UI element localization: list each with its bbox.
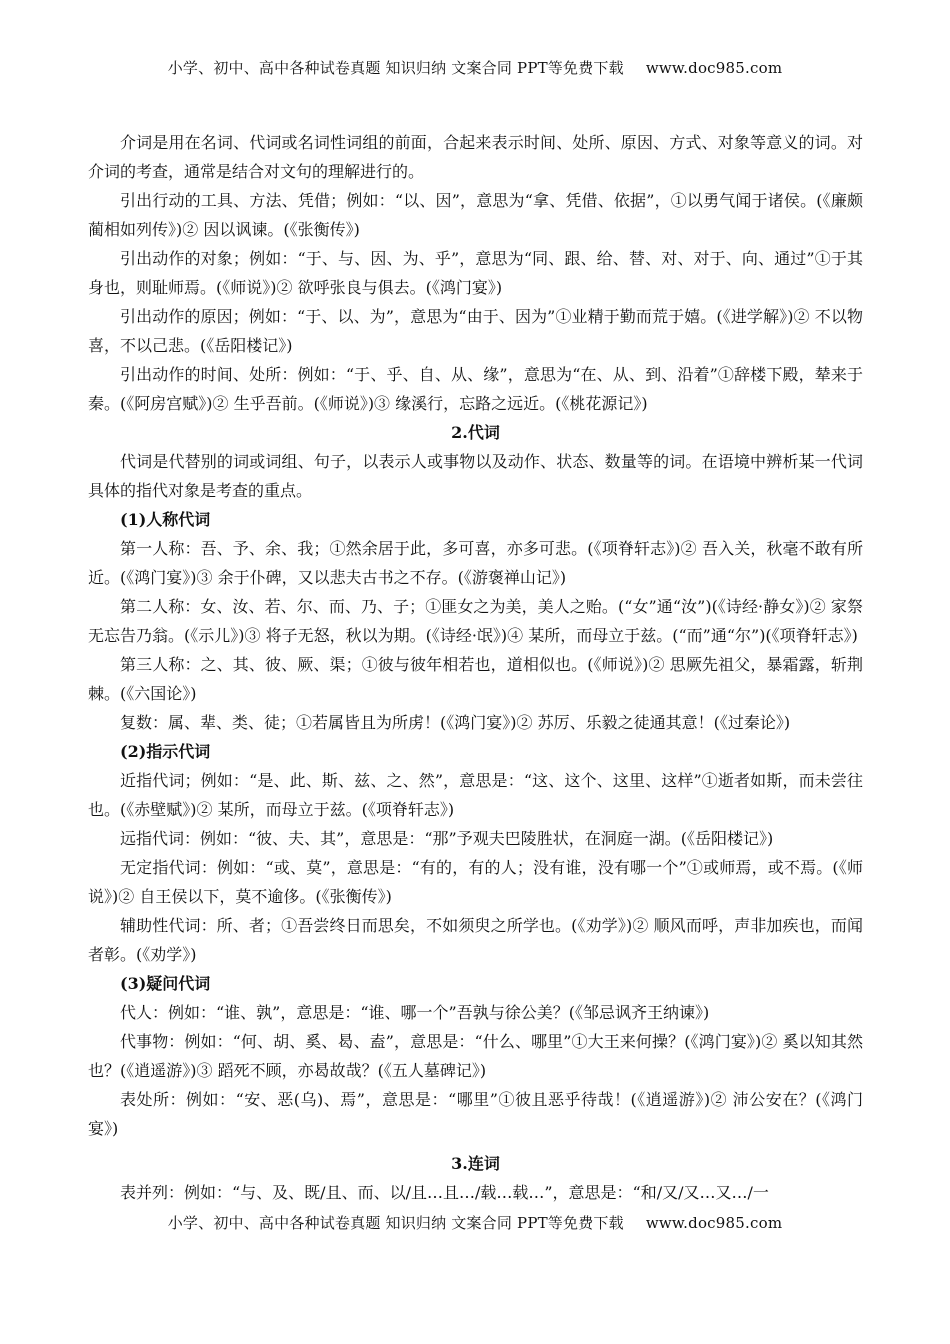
paragraph-far-demo: 远指代词：例如：“彼、夫、其”，意思是：“那”予观夫巴陵胜状，在洞庭一湖。(《岳阳楼记》) — [120, 829, 774, 848]
page-header — [0, 57, 950, 78]
header-url: www.doc985.com — [645, 59, 783, 77]
paragraph-near-demo: 近指代词；例如：“是、此、斯、兹、之、然”，意思是：“这、这个、这里、这样”①逝者如斯，而未尝往也。(《赤壁赋》)② 某所，而母立于兹。(《项脊轩志》) — [88, 771, 863, 819]
paragraph-plural: 复数：属、辈、类、徒；①若属皆且为所虏！(《鸿门宴》)② 苏厉、乐毅之徒通其意！(《过秦论》) — [120, 713, 791, 732]
paragraph-pron-intro: 代词是代替别的词或词组、句子，以表示人或事物以及动作、状态、数量等的词。在语境中辨析某一代词具体的指代对象是考查的重点。 — [88, 452, 863, 500]
footer-text: 小学、初中、高中各种试卷真题 知识归纳 文案合同 PPT等免费下载 — [167, 1214, 624, 1232]
paragraph-prep-tool: 引出行动的工具、方法、凭借；例如：“以、因”，意思为“拿、凭借、依据”，①以勇气闻于诸侯。(《廉颇蔺相如列传》)② 因以讽谏。(《张衡传》) — [88, 191, 863, 239]
paragraph-conj-parallel: 表并列：例如：“与、及、既/且、而、以/且…且…/载…载…”，意思是：“和/又/又…又…/一 — [120, 1183, 769, 1202]
paragraph-aux-demo: 辅助性代词：所、者；①吾尝终日而思矣，不如须臾之所学也。(《劝学》)② 顺风而呼，声非加疾也，而闻者彰。(《劝学》) — [88, 916, 863, 964]
heading-conjunction: 3.连词 — [451, 1154, 500, 1173]
paragraph-inter-thing: 代事物：例如：“何、胡、奚、曷、盍”，意思是：“什么、哪里”①大王来何操？(《鸿门宴》)② 奚以知其然也？(《逍遥游》)③ 蹈死不顾，亦曷故哉？(《五人墓碑记》) — [88, 1032, 863, 1080]
footer-url: www.doc985.com — [645, 1214, 783, 1232]
page-footer — [0, 1212, 950, 1233]
paragraph-prep-object: 引出动作的对象；例如：“于、与、因、为、乎”，意思为“同、跟、给、替、对、对于、向、通过”①于其身也，则耻师焉。(《师说》)② 欲呼张良与俱去。(《鸿门宴》) — [88, 249, 863, 297]
paragraph-indef-demo: 无定指代词：例如：“或、莫”，意思是：“有的，有的人；没有谁，没有哪一个”①或师焉，或不焉。(《师说》)② 自王侯以下，莫不逾侈。(《张衡传》) — [88, 858, 863, 906]
paragraph-first-person: 第一人称：吾、予、余、我；①然余居于此，多可喜，亦多可悲。(《项脊轩志》)② 吾入关，秋毫不敢有所近。(《鸿门宴》)③ 余于仆碑，又以悲夫古书之不存。(《游褒禅山记》) — [88, 539, 863, 587]
paragraph-prep-reason: 引出动作的原因；例如：“于、以、为”，意思为“由于、因为”①业精于勤而荒于嬉。(《进学解》)② 不以物喜，不以己悲。(《岳阳楼记》) — [88, 307, 863, 355]
heading-pronoun: 2.代词 — [451, 423, 500, 442]
paragraph-second-person: 第二人称：女、汝、若、尔、而、乃、子；①匪女之为美，美人之贻。(“女”通“汝”)(《诗经·静女》)② 家祭无忘告乃翁。(《示儿》)③ 将子无怒，秋以为期。(《诗经·氓》)④ 某所，而母立于兹。(“而”通“尔”)(《项脊轩志》) — [88, 597, 863, 645]
header-text: 小学、初中、高中各种试卷真题 知识归纳 文案合同 PPT等免费下载 — [167, 59, 624, 77]
heading-interrogative: (3)疑问代词 — [120, 974, 211, 993]
paragraph-inter-person: 代人：例如：“谁、孰”，意思是：“谁、哪一个”吾孰与徐公美？(《邹忌讽齐王纳谏》) — [120, 1003, 710, 1022]
paragraph-prep-time: 引出动作的时间、处所：例如：“于、乎、自、从、缘”，意思为“在、从、到、沿着”①辞楼下殿，辇来于秦。(《阿房宫赋》)② 生乎吾前。(《师说》)③ 缘溪行，忘路之远近。(《桃花源记》) — [88, 365, 863, 413]
heading-personal-pronoun: (1)人称代词 — [120, 510, 211, 529]
heading-demonstrative: (2)指示代词 — [120, 742, 211, 761]
paragraph-third-person: 第三人称：之、其、彼、厥、渠；①彼与彼年相若也，道相似也。(《师说》)② 思厥先祖父，暴霜露，斩荆棘。(《六国论》) — [88, 655, 863, 703]
paragraph-prep-intro: 介词是用在名词、代词或名词性词组的前面，合起来表示时间、处所、原因、方式、对象等意义的词。对介词的考查，通常是结合对文句的理解进行的。 — [88, 133, 863, 181]
document-body — [88, 128, 863, 1207]
paragraph-inter-place: 表处所：例如：“安、恶(乌)、焉”，意思是：“哪里”①彼且恶乎待哉！(《逍遥游》)② 沛公安在？(《鸿门宴》) — [88, 1090, 863, 1138]
